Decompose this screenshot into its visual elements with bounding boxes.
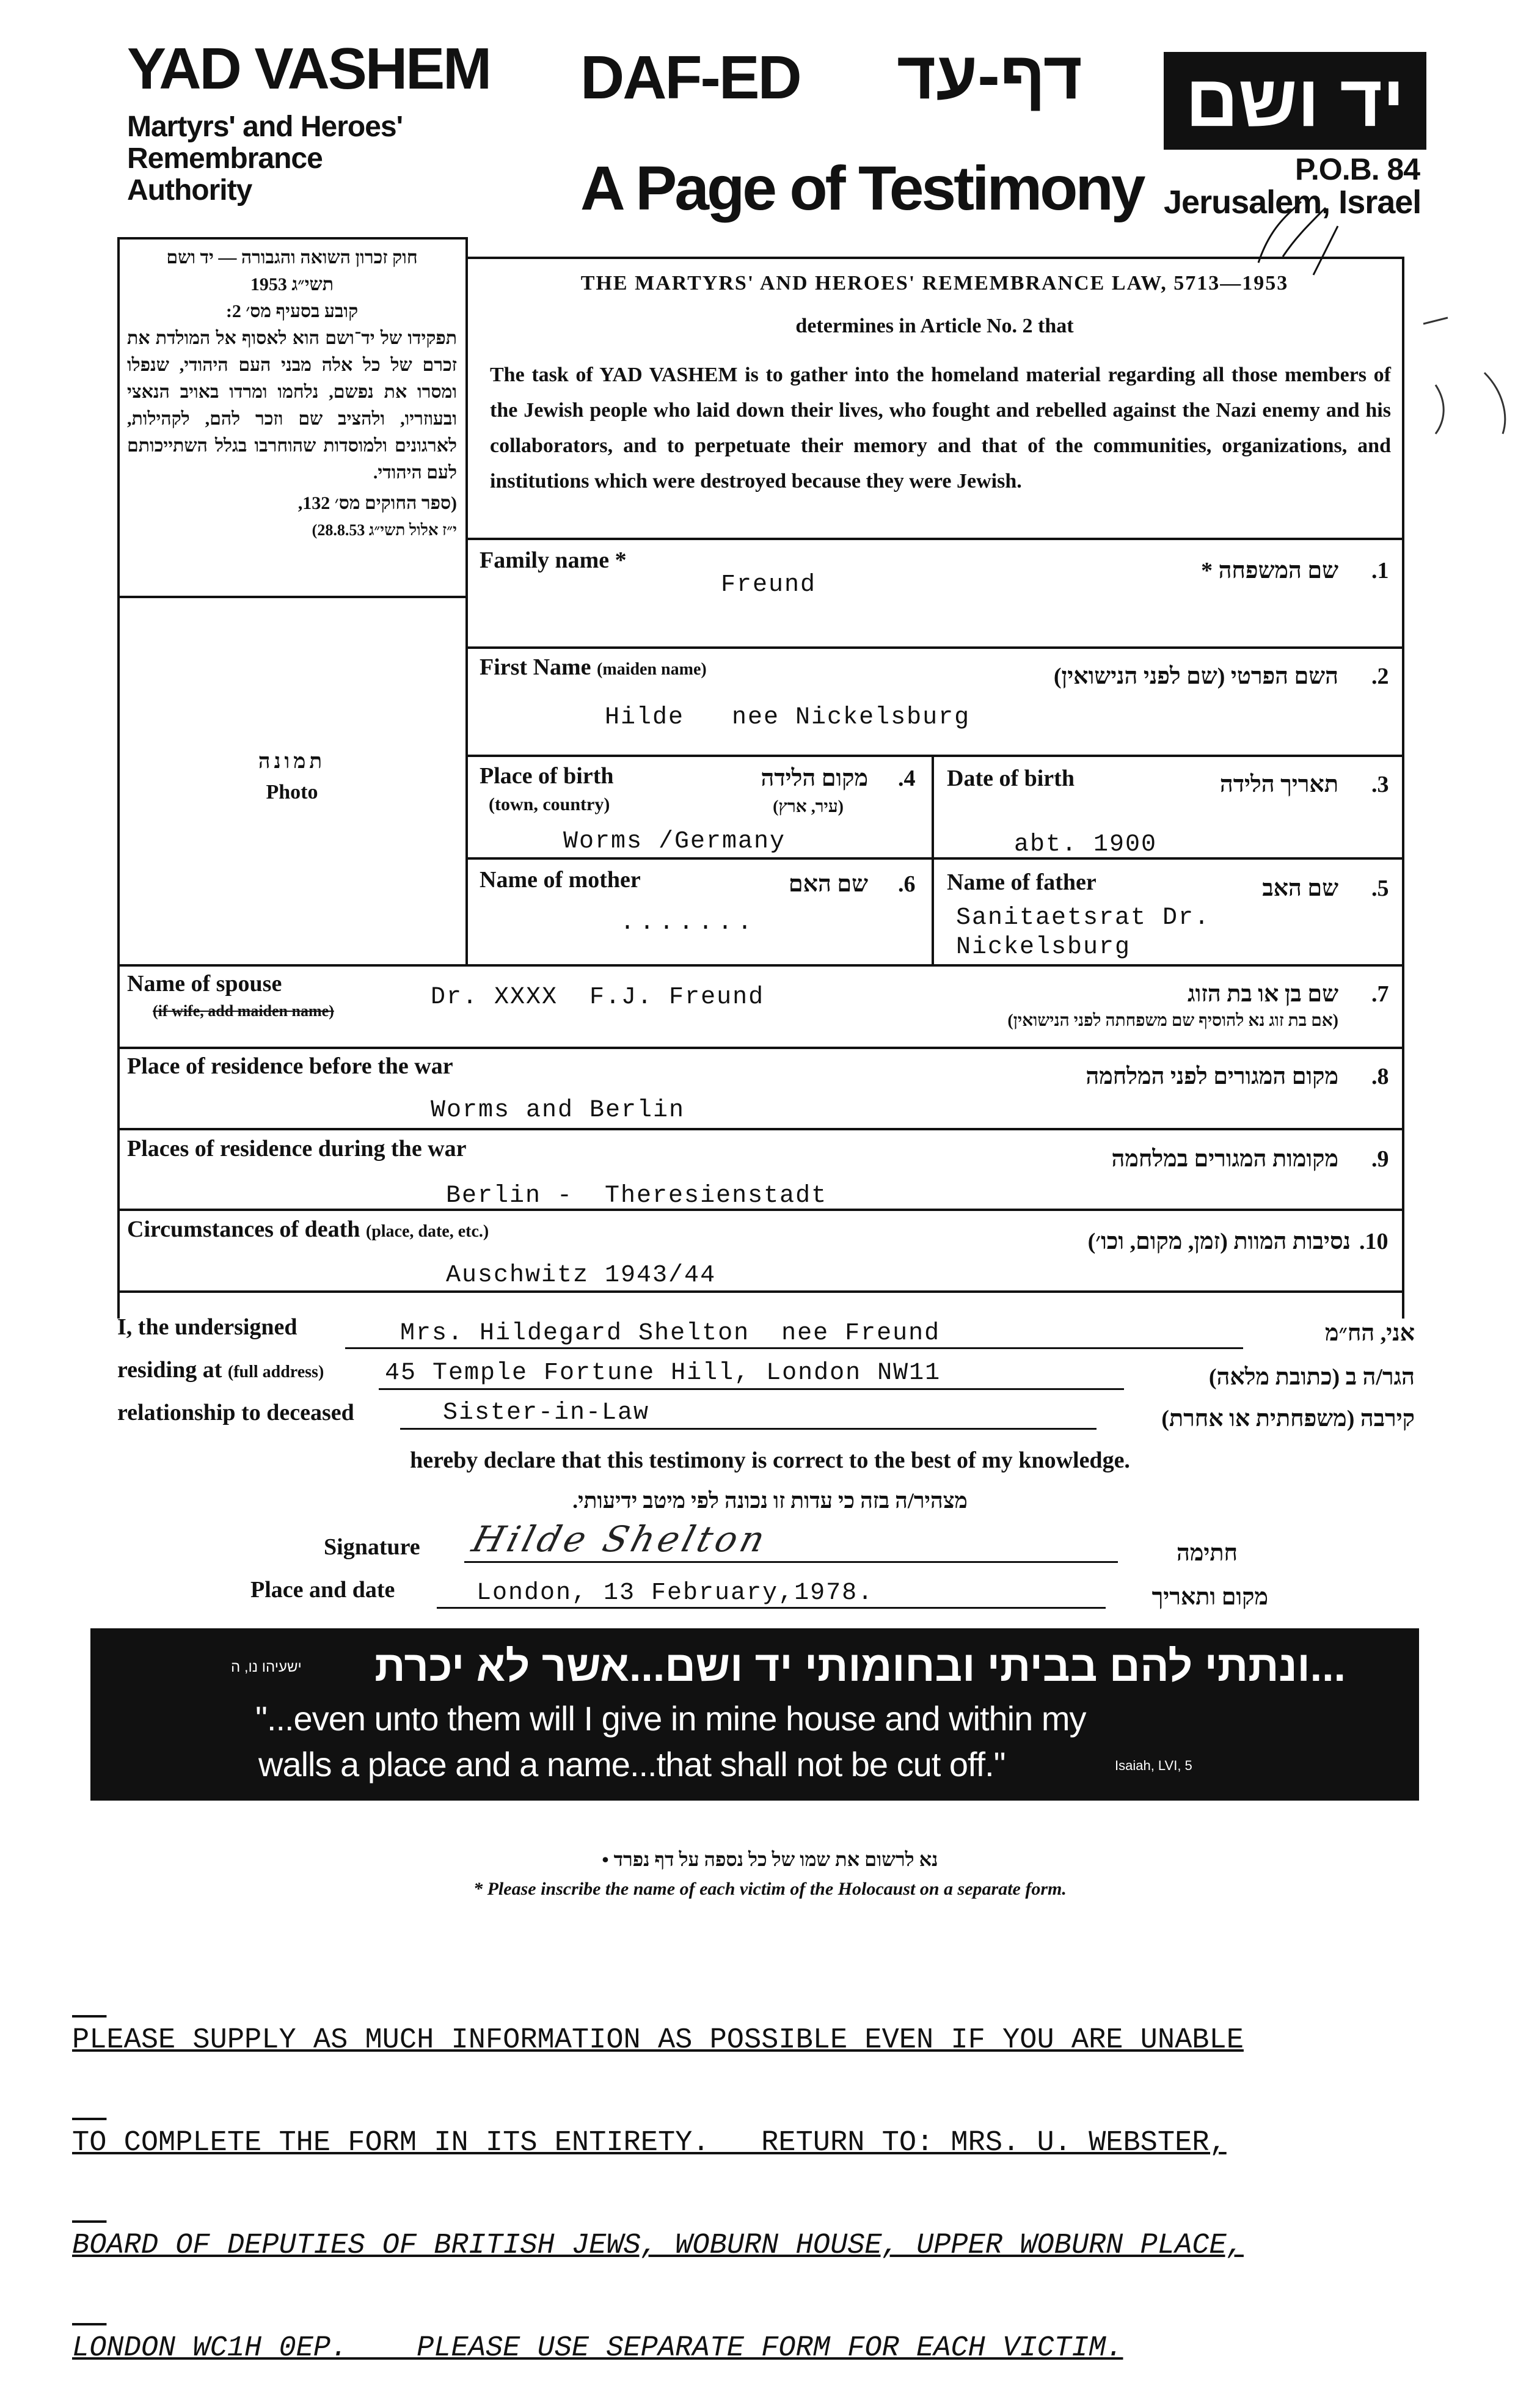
- page-title: A Page of Testimony: [580, 153, 1144, 223]
- circumstances-of-death-number: .10: [1359, 1229, 1389, 1254]
- mother-name-label: Name of mother: [480, 867, 641, 893]
- place-of-birth-hebrew-note: (עיר, ארץ): [773, 797, 844, 816]
- date-of-birth-value: abt. 1900: [1014, 831, 1158, 858]
- logo-text: יד ושם: [1185, 60, 1405, 142]
- first-name-hebrew-label: השם הפרטי (שם לפני הנישואין): [1053, 664, 1338, 689]
- residing-at-value: 45 Temple Fortune Hill, London NW11: [385, 1359, 941, 1387]
- law-english-body: The task of YAD VASHEM is to gather into the homeland material regarding all those members of the Jewish people who laid down their lives, who fought and rebelled against the Nazi enemy and his collaborators, and to perpetuate their memory and that of the communities, organizations, and institutions which were destroyed because they were Jewish.: [490, 364, 1391, 492]
- declaration-hebrew: מצהיר/ה בזה כי עדות זו נכונה לפי מיטב ידיעותי.: [572, 1488, 968, 1513]
- first-name-label-text: First Name: [480, 654, 591, 680]
- signature-label: Signature: [324, 1534, 420, 1560]
- mother-name-number: .6: [898, 871, 916, 897]
- residence-before-war-value: Worms and Berlin: [431, 1097, 685, 1124]
- residence-during-war-number: .9: [1371, 1146, 1389, 1172]
- mother-name-hebrew-label: שם האם: [788, 871, 868, 897]
- residence-during-war-hebrew-label: מקומות המגורים במלחמה: [1111, 1146, 1338, 1172]
- banner-english-line-2: walls a place and a name...that shall not be cut off.": [258, 1745, 1005, 1784]
- footer-hebrew-note: נא לרשום את שמו של כל נספה על דף נפרד •: [602, 1848, 938, 1870]
- place-date-label: Place and date: [250, 1577, 395, 1603]
- residence-before-war-number: .8: [1371, 1064, 1389, 1089]
- relationship-label: relationship to deceased: [117, 1400, 354, 1425]
- spouse-name-hebrew-note: (אם בת זוג נא להוסיף שם משפחתה לפני הנישואין): [1007, 1011, 1338, 1030]
- law-hebrew-ref-1: (ספר החוקים מס׳ 132,: [297, 493, 457, 513]
- typed-line-4: LONDON WC1H 0EP. PLEASE USE SEPARATE FORM FOR EACH VICTIM.: [72, 2332, 1123, 2365]
- typed-line-3: BOARD OF DEPUTIES OF BRITISH JEWS, WOBURN HOUSE, UPPER WOBURN PLACE,: [72, 2230, 1244, 2262]
- banner-hebrew-quote: ...ונתתי להם בביתי ובחומותי יד ושם...אשר לא יכרת: [374, 1642, 1346, 1690]
- org-subtitle-1: Martyrs' and Heroes': [127, 111, 403, 143]
- relationship-value: Sister-in-Law: [443, 1399, 650, 1427]
- family-name-number: .1: [1371, 558, 1389, 584]
- law-hebrew-ref-2: י״ז אלול תשי״ג 28.8.53): [312, 521, 457, 539]
- date-of-birth-hebrew-label: תאריך הלידה: [1219, 772, 1338, 797]
- date-of-birth-number: .3: [1371, 772, 1389, 797]
- family-name-value: Freund: [721, 571, 817, 599]
- residing-at-label-text: residing at: [117, 1357, 222, 1383]
- typed-instructions: [72, 1955, 1244, 2400]
- spouse-name-label: Name of spouse: [127, 971, 282, 997]
- father-name-value-1: Sanitaetsrat Dr.: [956, 904, 1211, 932]
- law-english-title: THE MARTYRS' AND HEROES' REMEMBRANCE LAW, 5713—1953: [580, 272, 1289, 295]
- photo-label: Photo: [266, 781, 318, 803]
- banner-english-line-1: "...even unto them will I give in mine house and within my: [255, 1699, 1086, 1738]
- first-name-value: Hilde nee Nickelsburg: [605, 704, 971, 731]
- place-of-birth-note: (town, country): [489, 794, 610, 814]
- place-of-birth-number: .4: [898, 766, 916, 791]
- banner-hebrew-ref: ישעיהו נו, ה: [231, 1659, 302, 1675]
- signature-hebrew-label: חתימה: [1176, 1540, 1238, 1566]
- first-name-label-note: (maiden name): [597, 660, 707, 679]
- po-box: P.O.B. 84: [1295, 152, 1420, 186]
- circumstances-of-death-hebrew-label: נסיבות המוות (זמן, מקום, וכו׳): [1087, 1229, 1351, 1254]
- father-name-hebrew-label: שם האב: [1262, 876, 1338, 901]
- daf-ed-hebrew: דף-עד: [897, 38, 1082, 113]
- law-hebrew-block: [127, 244, 457, 544]
- residence-during-war-value: Berlin - Theresienstadt: [446, 1182, 828, 1210]
- org-subtitle-3: Authority: [127, 174, 252, 207]
- undersigned-value: Mrs. Hildegard Shelton nee Freund: [400, 1320, 941, 1347]
- first-name-label: [480, 654, 707, 681]
- law-hebrew-year: תשי״ג 1953: [250, 274, 334, 295]
- place-of-birth-label: Place of birth: [480, 763, 614, 789]
- family-name-label: Family name *: [480, 547, 627, 573]
- place-of-birth-value: Worms /Germany: [563, 828, 786, 855]
- footer-english-note: * Please inscribe the name of each victim of the Holocaust on a separate form.: [473, 1879, 1067, 1899]
- typed-line-2: TO COMPLETE THE FORM IN ITS ENTIRETY. RETURN TO: MRS. U. WEBSTER,: [72, 2127, 1227, 2159]
- circumstances-of-death-value: Auschwitz 1943/44: [446, 1262, 717, 1289]
- daf-ed-english: DAF-ED: [580, 43, 800, 112]
- spouse-name-hebrew-label: שם בן או בת הזוג: [1188, 981, 1338, 1007]
- banner-english-ref: Isaiah, LVI, 5: [1115, 1758, 1192, 1773]
- margin-pencil-marks: [1411, 305, 1533, 458]
- org-subtitle-2: Remembrance: [127, 142, 323, 175]
- relationship-hebrew-label: קירבה (משפחתית או אחרת): [1161, 1406, 1415, 1432]
- residing-at-hebrew-label: הגר/ה ב (כתובת מלאה): [1208, 1364, 1415, 1390]
- first-name-number: .2: [1371, 664, 1389, 689]
- law-hebrew-title: חוק זכרון השואה והגבורה — יד ושם: [166, 247, 418, 268]
- address-city: Jerusalem, Israel: [1164, 184, 1421, 221]
- residence-before-war-label: Place of residence before the war: [127, 1053, 453, 1079]
- residence-during-war-label: Places of residence during the war: [127, 1136, 467, 1162]
- yad-vashem-logo: [1164, 52, 1426, 150]
- undersigned-label: I, the undersigned: [117, 1314, 297, 1340]
- quote-banner: [90, 1628, 1419, 1801]
- spouse-name-number: .7: [1371, 981, 1389, 1007]
- typed-line-1: PLEASE SUPPLY AS MUCH INFORMATION AS POSSIBLE EVEN IF YOU ARE UNABLE: [72, 2024, 1244, 2057]
- signature-value: Hilde Shelton: [467, 1518, 773, 1560]
- circumstances-of-death-label-note: (place, date, etc.): [365, 1222, 489, 1241]
- org-name: YAD VASHEM: [127, 36, 491, 101]
- residence-before-war-hebrew-label: מקום המגורים לפני המלחמה: [1086, 1064, 1338, 1089]
- residing-at-label: [117, 1356, 324, 1383]
- declaration-english: hereby declare that this testimony is correct to the best of my knowledge.: [410, 1447, 1130, 1473]
- handwritten-mark: [1246, 189, 1368, 281]
- mother-name-value: .......: [620, 909, 757, 937]
- residing-at-label-note: (full address): [227, 1363, 324, 1381]
- place-date-value: London, 13 February,1978.: [476, 1579, 874, 1607]
- footer-english-note-text: Please inscribe the name of each victim of the Holocaust on a separate form.: [487, 1879, 1067, 1899]
- family-name-hebrew-label: שם המשפחה *: [1201, 558, 1338, 584]
- photo-label-hebrew: תמונה: [258, 750, 326, 773]
- spouse-name-note: (if wife, add maiden name): [153, 1002, 334, 1020]
- law-hebrew-article: קובע בסעיף מס׳ 2:: [225, 301, 359, 321]
- place-date-hebrew-label: מקום ותאריך: [1151, 1584, 1268, 1610]
- footer-hebrew-note-text: נא לרשום את שמו של כל נספה על דף נפרד: [613, 1848, 938, 1870]
- law-english-subtitle: determines in Article No. 2 that: [795, 315, 1074, 337]
- circumstances-of-death-label-text: Circumstances of death: [127, 1216, 360, 1242]
- spouse-name-value: Dr. XXXX F.J. Freund: [431, 984, 765, 1011]
- father-name-value-2: Nickelsburg: [956, 934, 1131, 961]
- circumstances-of-death-label: [127, 1216, 489, 1243]
- undersigned-hebrew-label: אני, הח״מ: [1324, 1320, 1415, 1346]
- law-hebrew-body: תפקידו של יד־ושם הוא לאסוף אל המולדת את זכרם של כל אלה מבני העם היהודי, שנפלו ומסרו את נפשם, נלחמו ומרדו באויב הנאצי ובעוזריו, ולהציב שם וזכר להם, לקהילות, לארגונים ולמוסדות שהוחרבו בגלל השתייכותם לעם היהודי.: [127, 328, 457, 483]
- place-of-birth-hebrew-label: מקום הלידה: [761, 766, 868, 791]
- father-name-number: .5: [1371, 876, 1389, 901]
- father-name-label: Name of father: [947, 869, 1097, 895]
- date-of-birth-label: Date of birth: [947, 766, 1075, 791]
